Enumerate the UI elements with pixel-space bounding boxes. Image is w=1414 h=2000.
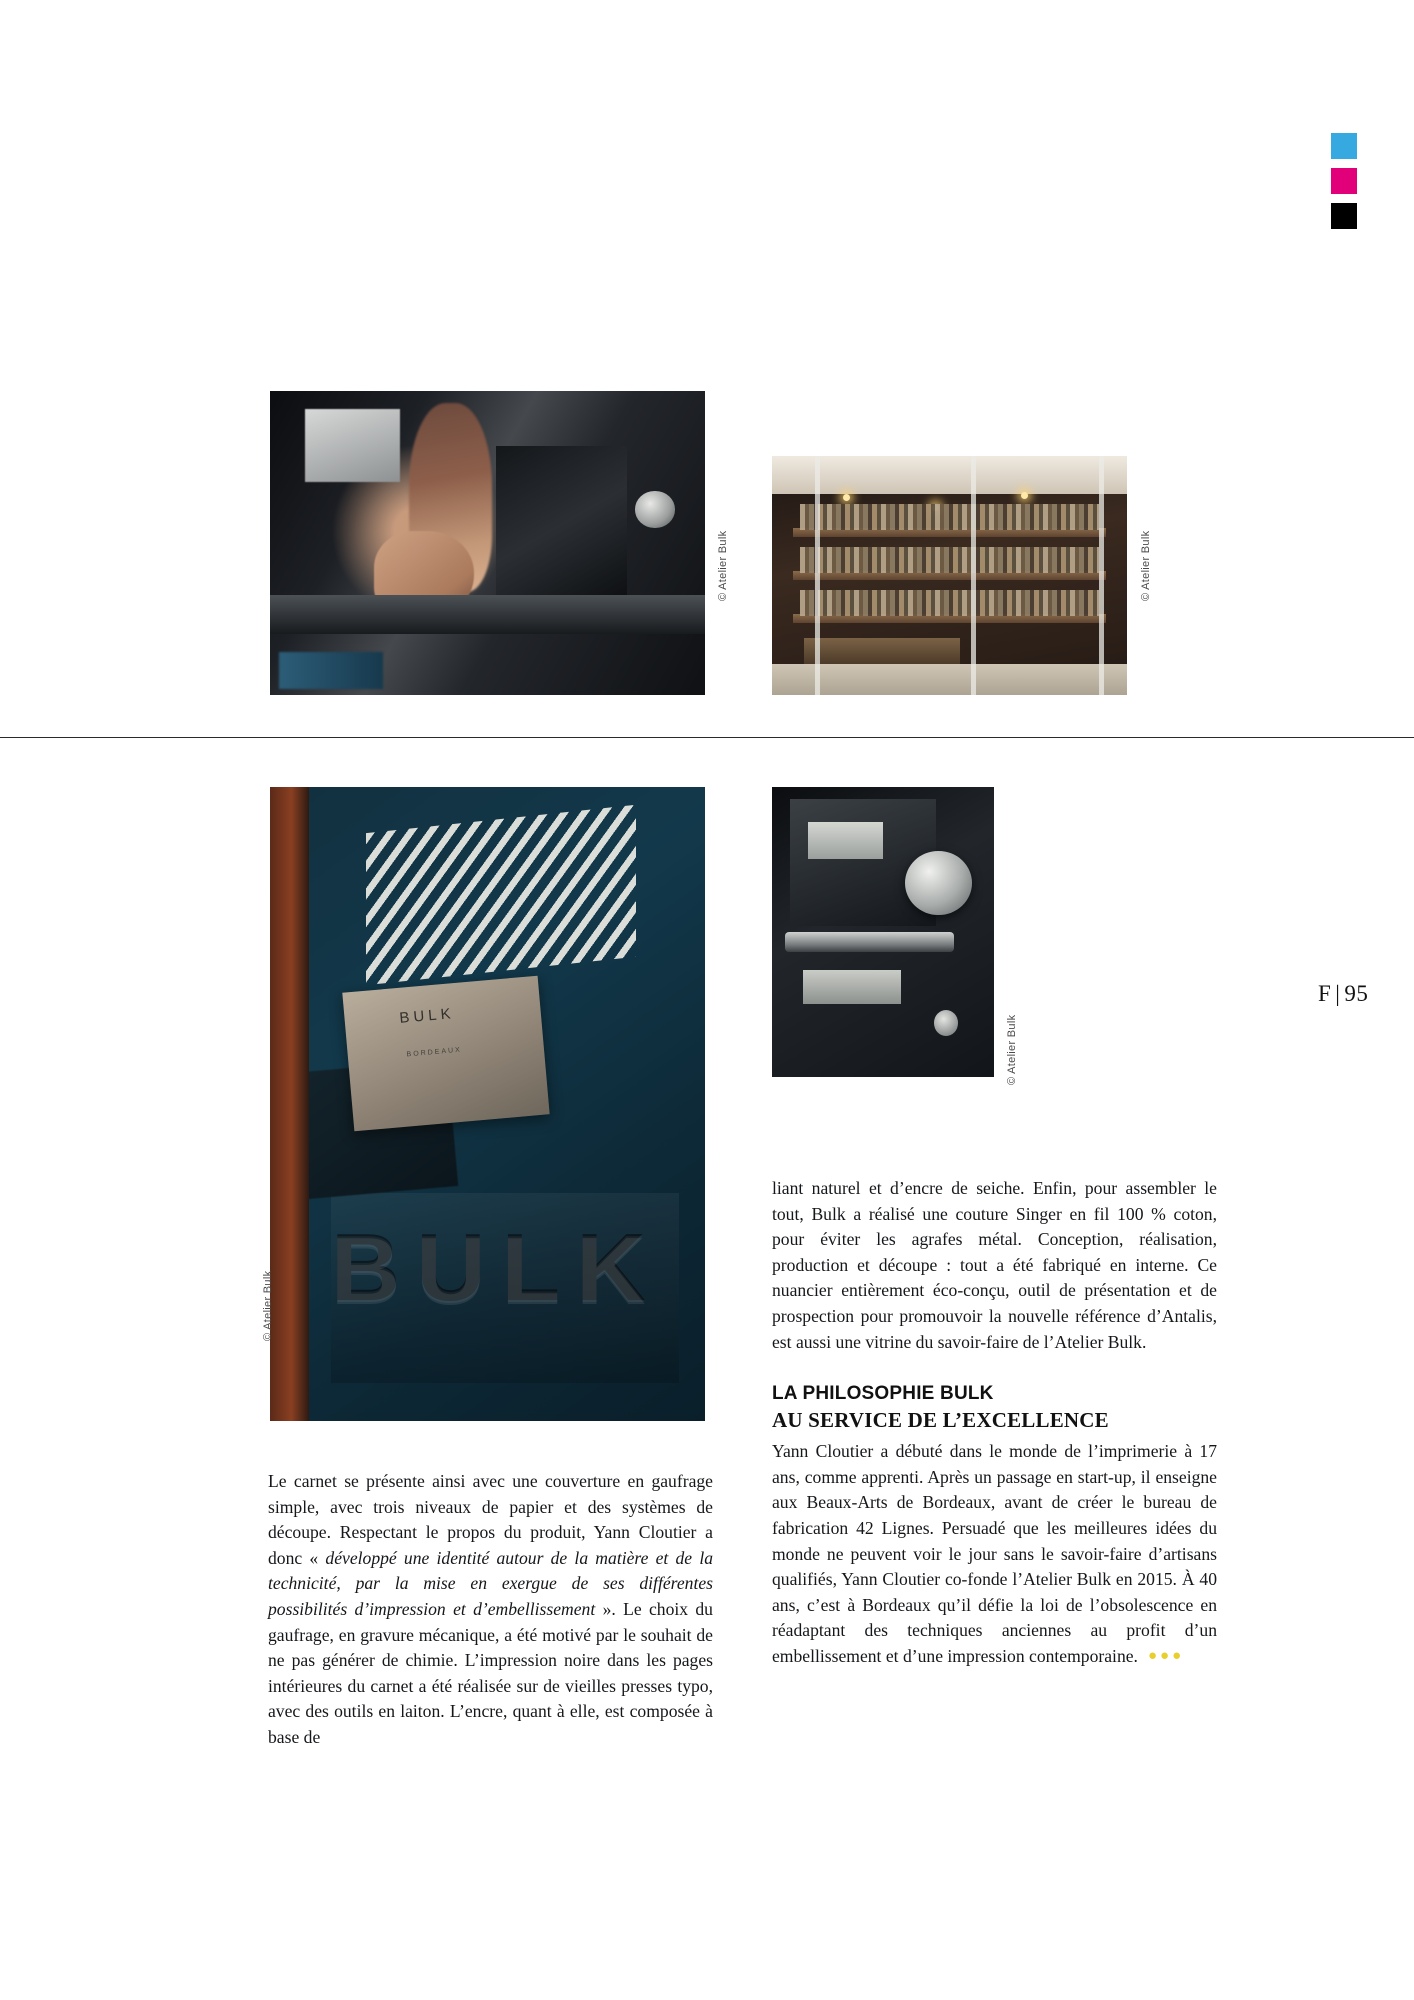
- photo-credit: © Atelier Bulk: [262, 1270, 274, 1341]
- window-mullion-shape: [971, 456, 976, 695]
- shelf-books-shape: [800, 504, 1098, 530]
- photo-bookshop-window-image: [772, 456, 1127, 695]
- press-wheel-shape: [635, 491, 674, 527]
- photo-notebook-cover: [270, 787, 705, 1421]
- photo-letterpress-hands-image: [270, 391, 705, 695]
- paragraph: [268, 1469, 713, 1751]
- window-mullion-shape: [815, 456, 820, 695]
- body-column-left: [268, 1469, 713, 1751]
- shop-ceiling-shape: [772, 456, 1127, 494]
- brand-name-text: BULK: [399, 1004, 456, 1027]
- machine-plate-shape: [808, 822, 883, 860]
- notebook-brand-label: [343, 975, 550, 1131]
- press-blue-accent: [279, 652, 383, 688]
- body-column-right: [772, 1176, 1217, 1670]
- photo-credit: © Atelier Bulk: [1006, 1014, 1018, 1085]
- machine-label-shape: [803, 970, 901, 1005]
- section-heading-line-1: LA PHILOSOPHIE BULK: [772, 1383, 994, 1405]
- shelf-books-shape: [800, 590, 1098, 616]
- singer-stitching-shape: [366, 805, 636, 986]
- page-folio: [1318, 981, 1368, 1007]
- shop-floor-shape: [772, 664, 1127, 695]
- horizontal-divider: [0, 737, 1414, 738]
- text-run: Yann Cloutier a débuté dans le monde de l’imprimerie à 17 ans, comme apprenti. Après un passage en start-up, il enseigne aux Beaux-Arts de Bordeaux, avant de créer le bureau de fabrication 42 Lignes. Persuadé que les meilleures idées du monde ne peuvent voir le jour sans le savoir-faire d’artisans qualifiés, Yann Cloutier co-fonde l’Atelier Bulk en 2015. À 40 ans, c’est à Bordeaux qu’il défie la loi de l’obsolescence en réadaptant des techniques anciennes au profit d’un embellissement et d’une impression contemporaine.: [772, 1441, 1217, 1666]
- shelf-books-shape: [800, 547, 1098, 573]
- photo-machine-detail: [772, 787, 994, 1077]
- machine-knob-shape: [905, 851, 972, 915]
- photo-notebook-cover-image: [270, 787, 705, 1421]
- folio-separator: |: [1335, 981, 1341, 1006]
- press-body-shape: [496, 446, 627, 604]
- pendant-bulb-icon: [843, 494, 850, 501]
- folio-number: 95: [1344, 981, 1369, 1006]
- machine-bolt-shape: [934, 1010, 958, 1036]
- end-of-article-marker: ●●●: [1147, 1647, 1185, 1664]
- photo-letterpress-hands: [270, 391, 705, 695]
- press-plate-shape: [305, 409, 401, 482]
- pendant-bulb-icon: [1021, 492, 1028, 499]
- notebook-spine-shape: [270, 787, 309, 1421]
- magenta-chip: [1331, 168, 1357, 194]
- cyan-chip: [1331, 133, 1357, 159]
- photo-machine-detail-image: [772, 787, 994, 1077]
- text-run: ». Le choix du gaufrage, en gravure mécanique, a été motivé par le souhait de ne pas générer de chimie. L’impression noire dans les pages intérieures du carnet a été réalisée sur de vieilles presses typo, avec des outils en laiton. L’encre, quant à elle, est composée à base de: [268, 1598, 713, 1747]
- press-roller-shape: [270, 595, 705, 635]
- color-chip-strip: [1331, 133, 1357, 229]
- section-heading-line-2: AU SERVICE DE L’EXCELLENCE: [772, 1408, 1109, 1433]
- shop-counter-shape: [804, 638, 960, 664]
- black-chip: [1331, 203, 1357, 229]
- embossed-lettering-shape: BULK: [331, 1193, 679, 1383]
- paragraph-body: [772, 1439, 1217, 1669]
- paragraph-intro: liant naturel et d’encre de seiche. Enfin, pour assembler le tout, Bulk a réalisé une couture Singer en fil 100 % coton, pour éviter les agrafes métal. Conception, réalisation, production et découpe : tout a été fabriqué en interne. Ce nuancier entièrement éco-conçu, outil de présentation et de prospection pour promouvoir la nouvelle référence d’Antalis, est aussi une vitrine du savoir-faire de l’Atelier Bulk.: [772, 1178, 1217, 1352]
- window-mullion-shape: [1099, 456, 1104, 695]
- section-heading: [772, 1381, 1217, 1433]
- folio-letter: F: [1318, 981, 1332, 1006]
- photo-credit: © Atelier Bulk: [717, 530, 729, 601]
- text-run: Le carnet se présente ainsi avec une couverture en gaufrage simple, avec trois niveaux de papier et des systèmes de découpe. Respectant le propos du produit, Yann Cloutier a donc «: [268, 1471, 713, 1568]
- photo-credit: © Atelier Bulk: [1140, 530, 1152, 601]
- brand-sub-text: BORDEAUX: [406, 1046, 463, 1059]
- machine-rod-shape: [785, 932, 954, 952]
- text-run-italic: développé une identité autour de la matière et de la technicité, par la mise en exergue de ses différentes possibilités d’impression et d’embellissement: [268, 1547, 713, 1619]
- photo-bookshop-window: [772, 456, 1127, 695]
